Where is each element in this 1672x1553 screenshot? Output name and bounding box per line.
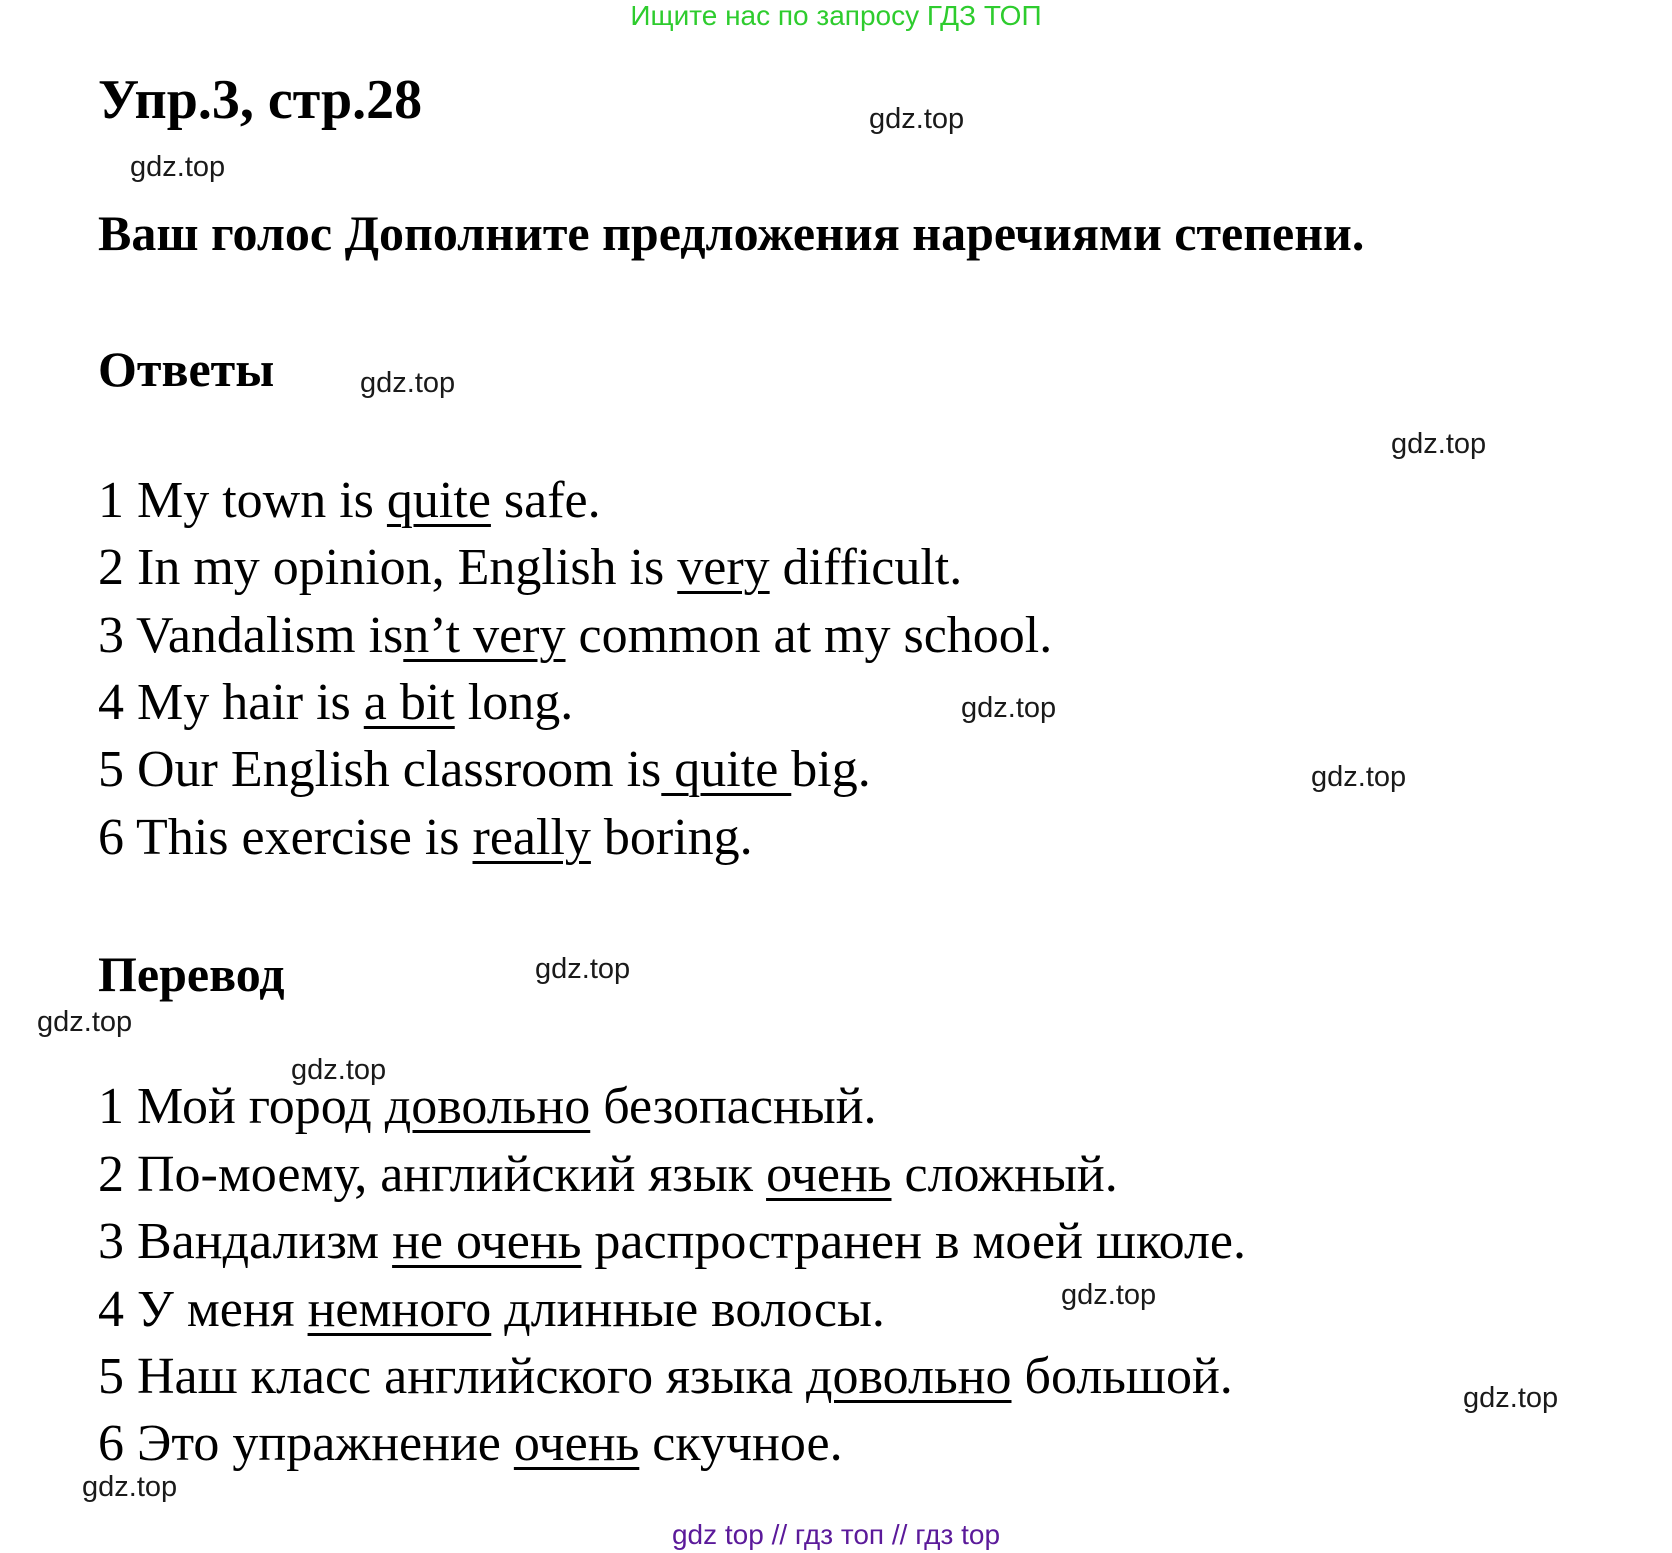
sentence-text: safe. [490,472,601,529]
sentence-text: скучное. [639,1415,843,1472]
underlined-adverb: a bit [363,674,455,731]
sentence-text: распространен в моей школе. [581,1213,1246,1270]
sentence-text: сложный. [891,1146,1118,1203]
watermark: gdz.top [130,151,226,183]
watermark: gdz.top [1463,1382,1559,1414]
page-title: Упр.3, стр.28 [98,69,423,131]
answer-line [98,740,871,800]
sentence-text: 3 Vandalism is [98,607,404,664]
watermark: gdz.top [1311,761,1407,793]
underlined-adverb: n’t very [403,607,566,664]
sentence-text: 1 Мой город [98,1078,385,1135]
watermark: gdz.top [82,1471,178,1503]
sentence-text: 2 In my opinion, English is [98,539,678,596]
sentence-text: 5 Наш класс английского языка [98,1348,807,1405]
sentence-text: 4 У меня [98,1281,308,1338]
translation-line [98,1280,885,1340]
translation-line [98,1347,1233,1407]
sentence-text: common at my school. [565,607,1053,664]
sentence-text: 6 Это упражнение [98,1415,514,1472]
underlined-adverb: очень [766,1146,892,1203]
translation-line [98,1077,877,1137]
sentence-text: длинные волосы. [491,1281,885,1338]
answer-line [98,538,962,598]
sentence-text: boring. [590,809,753,866]
watermark: gdz.top [869,103,965,135]
sentence-text: long. [454,674,574,731]
sentence-text: безопасный. [590,1078,877,1135]
watermark: gdz.top [961,692,1057,724]
watermark: gdz.top [1061,1279,1157,1311]
task-instruction: Ваш голос Дополните предложения наречиями степени. [98,205,1365,261]
watermark: gdz.top [291,1054,387,1086]
answers-heading: Ответы [98,341,275,397]
underlined-adverb: really [472,809,591,866]
underlined-adverb: довольно [384,1078,591,1135]
watermark: gdz.top [360,367,456,399]
bottom-banner: gdz top // гдз топ // гдз top [671,1519,1001,1550]
top-banner: Ищите нас по запросу ГДЗ ТОП [630,0,1042,31]
sentence-text: difficult. [769,539,963,596]
sentence-text: 4 My hair is [98,674,364,731]
sentence-text: 1 My town is [98,472,387,529]
underlined-adverb: very [677,539,770,596]
answer-line [98,808,753,868]
watermark: gdz.top [1391,428,1487,460]
translation-line [98,1145,1118,1205]
sentence-text: 6 This exercise is [98,809,473,866]
underlined-adverb: не очень [392,1213,582,1270]
answer-line [98,471,601,531]
sentence-text: 3 Вандализм [98,1213,393,1270]
answer-line [98,673,573,733]
underlined-adverb: очень [513,1415,640,1472]
answer-line [98,606,1052,666]
sentence-text: 5 Our English classroom is [98,741,662,798]
underlined-adverb: довольно [806,1348,1012,1405]
underlined-adverb: немного [307,1281,492,1338]
translation-line [98,1212,1246,1272]
sentence-text: big. [791,741,871,798]
watermark: gdz.top [37,1006,133,1038]
underlined-adverb: quite [386,472,491,529]
sentence-text: большой. [1011,1348,1233,1405]
watermark: gdz.top [535,953,631,985]
translation-heading: Перевод [98,946,285,1002]
sentence-text: 2 По-моему, английский язык [98,1146,767,1203]
underlined-adverb: quite [661,741,792,798]
translation-line [98,1414,843,1474]
